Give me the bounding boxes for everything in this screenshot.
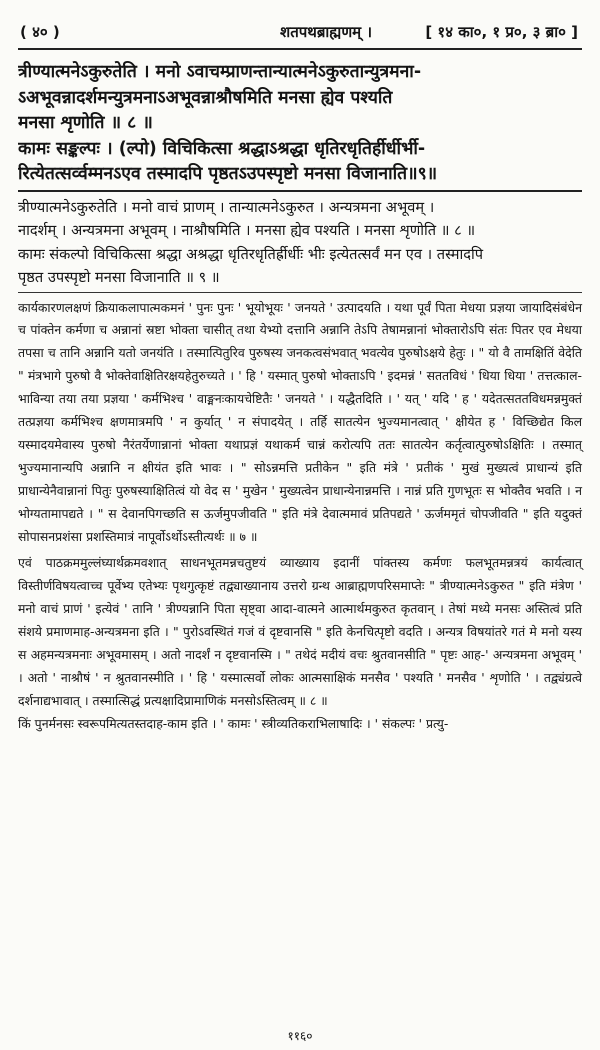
mantra-line: मनसा शृणोति ॥ ८ ॥: [18, 113, 153, 133]
mantra-rule: [18, 190, 582, 192]
page-header: [18, 20, 582, 46]
book-title: शतपथब्राह्मणम् ।: [280, 23, 373, 41]
commentary-paragraph: एवं पाठक्रममुल्लंघ्यार्थक्रमवशात् साधनभूतमन्नचतुष्टयं व्याख्याय इदानीं पांक्तस्य कर्मणः फलभूतमन्नत्रयं कार्यत्वात् विस्तीर्णविषयत्वाच्च पूर्वेभ्य एतेभ्यः पृथगुत्कृष्टं तद्व्याख्यानाय उत्तरो ग्रन्थ आब्राह्मणपरिसमाप्तेः " त्रीण्यात्मनेऽकुरुत " इति मंत्रेण ' मनो वाचं प्राणं ' इत्येवं ' तानि ' त्रीण्यन्नानि पिता सृष्ट्वा आदा-वात्मने आत्मार्थमकुरुत कृतवान् । तेषां मध्ये मनसः अस्तित्वं प्रति संशये प्रमाणमाह-अन्यत्रमना इति । " पुरोऽवस्थितं गजं वं दृष्टवानसि " इति केनचित्पृष्टो वदति । अन्यत्र विषयांतरे गतं मे मनो यस्य स अहमन्यत्रमनाः अभूवमासम् । अतो नादर्शं न दृष्टवानस्मि । " तथेदं मदीयं वचः श्रुतवानसीति " पृष्टः आह-' अन्यत्रमना अभूवम् ' । अतो ' नाश्रौषं ' न श्रुतवानस्मीति । ' हि ' यस्मात्सर्वो लोकः आत्मसाक्षिकं मनसैव ' पश्यति ' मनसैव ' शृणोति ' । तद्व्यंग्रत्वे दर्शनाद्यभावात् । तस्मात्सिद्धं प्रत्यक्षादिप्रामाणिकं मनसोऽस्तित्वम् ॥ ८ ॥: [18, 555, 582, 708]
padapatha-rule: [18, 292, 582, 293]
padapatha-line: पृष्ठत उपस्पृष्टो मनसा विजानाति ॥ ९ ॥: [18, 269, 220, 286]
padapatha-line: कामः संकल्पो विचिकित्सा श्रद्धा अश्रद्धा धृतिरधृतिर्ह्रीर्धीः भीः इत्येतत्सर्वं मन एव । तस्मादपि: [18, 245, 484, 263]
page-number: ( ४० ): [20, 23, 60, 41]
mantra-line: ऽअभूवन्नादर्शमन्युत्रमनाऽअभूवन्नाश्रौषमिति मनसा ह्येव पश्यति: [18, 87, 393, 108]
mantra-text: [18, 60, 582, 188]
padapatha-line: त्रीण्यात्मनेऽकुरुतेति । मनो वाचं प्राणम् । तान्यात्मनेऽकुरुत । अन्यत्रमना अभूवम् ।: [18, 198, 435, 216]
commentary-paragraph: कार्यकारणलक्षणं क्रियाकलापात्मकमनं ' पुनः पुनः ' भूयोभूयः ' जनयते ' उत्पादयति । यथा पूर्वं पिता मेधया प्रज्ञया जायादिसंबंधेन च पांक्तेन कर्मणा च अन्नानां स्रष्टा भोक्ता चासीत् तथा येभ्यो दत्तानि अन्नानि तेऽपि तेषामन्नानां भोक्तारोऽपि संतः पितर एव मेधया तपसा च तानि अन्नानि यतो जनयंति । तस्मात्पितुरिव पुरुषस्य जनकत्वसंभवात् भवत्येव पुरुषोऽक्षये हेतुः । " यो वै तामक्षितिं वेदेति " मंत्रभागे पुरुषो वै भोक्तेवाक्षितिरक्षयहेतुरुच्यते । ' हि ' यस्मात् पुरुषो भोक्ताऽपि ' इदमन्नं ' सततविधं ' धिया धिया ' तत्तत्काल-भाविन्या तया तया प्रज्ञया ' कर्मभिश्च ' वाङ्मनःकायचेष्टितैः ' जनयते ' । यद्धैतदिति । ' यत् ' यदि ' ह ' यदेतत्सततविधमन्नमुक्तं तत्प्रज्ञया कर्मभिश्च क्षणमात्रमपि ' न कुर्यात् ' न संपादयेत् । तर्हि सातत्येन भुज्यमानत्वात् ' क्षीयेत ह ' विच्छिद्येत किल यस्मादयमेवास्य पुरुषो नैरंतर्येणान्नानां भोक्ता यथाप्रज्ञं यथाकर्म चान्नं करोत्यपि ततः सातत्येन कर्तृत्वात्पुरुषोऽक्षितिः । तस्मात् भुज्यमानान्यपि अन्नानि न क्षीयंत इति भावः । " सोऽन्नमत्ति प्रतीकेन " इति मंत्रे ' प्रतीकं ' मुखं मुख्यत्वं प्राधान्यं इति प्राधान्येनैवान्नानां पितुः पुरुषस्याक्षितित्वं यो वेद स ' मुखेन ' मुख्यत्वेन प्राधान्येनान्नमत्ति । नान्नं प्रति गुणभूतः स भोक्तैव भवति । न भोग्यतामापद्यते । " स देवानपिगच्छति स ऊर्जमुपजीवति " इति मंत्रे देवात्ममावं प्रतिपद्यते ' ऊर्जममृतं चोपजीवति " इति यदुक्तं सोपासनप्रशंसा प्रशस्तिमात्रं नापूर्वोऽर्थोऽस्तीत्यर्थः ॥ ७ ॥: [18, 299, 582, 544]
mantra-line: रित्येतत्सर्व्वम्मनऽएव तस्मादपि पृष्ठतऽउपस्पृष्टो मनसा विजानाति॥९॥: [18, 164, 438, 184]
commentary-last-line: किं पुनर्मनसः स्वरूपमित्यतस्तदाह-काम इति । ' कामः ' स्त्रीव्यतिकराभिलाषादिः । ' संकल्पः ' प्रत्यु-: [18, 715, 449, 731]
padapatha-text: [18, 196, 582, 290]
padapatha-line: नादर्शम् । अन्यत्रमना अभूवम् । नाश्रौषमिति । मनसा ह्येव पश्यति । मनसा शृणोति ॥ ८ ॥: [18, 222, 476, 239]
section-reference: [ १४ का०, १ प्र०, ३ ब्रा० ]: [425, 23, 578, 41]
mantra-line: त्रीण्यात्मनेऽकुरुतेति । मनो ऽवाचम्प्राणन्तान्यात्मनेऽकुरुतान्युत्रमना-: [18, 62, 422, 82]
footer-page-number: ११६०: [287, 1029, 313, 1043]
header-rule: [18, 48, 582, 50]
mantra-line: कामः सङ्कल्पः । (ल्पो) विचिकित्सा श्रद्धाऽश्रद्धा धृतिरधृतिर्हीर्धीर्भी-: [18, 138, 426, 159]
commentary-text: [18, 297, 582, 736]
